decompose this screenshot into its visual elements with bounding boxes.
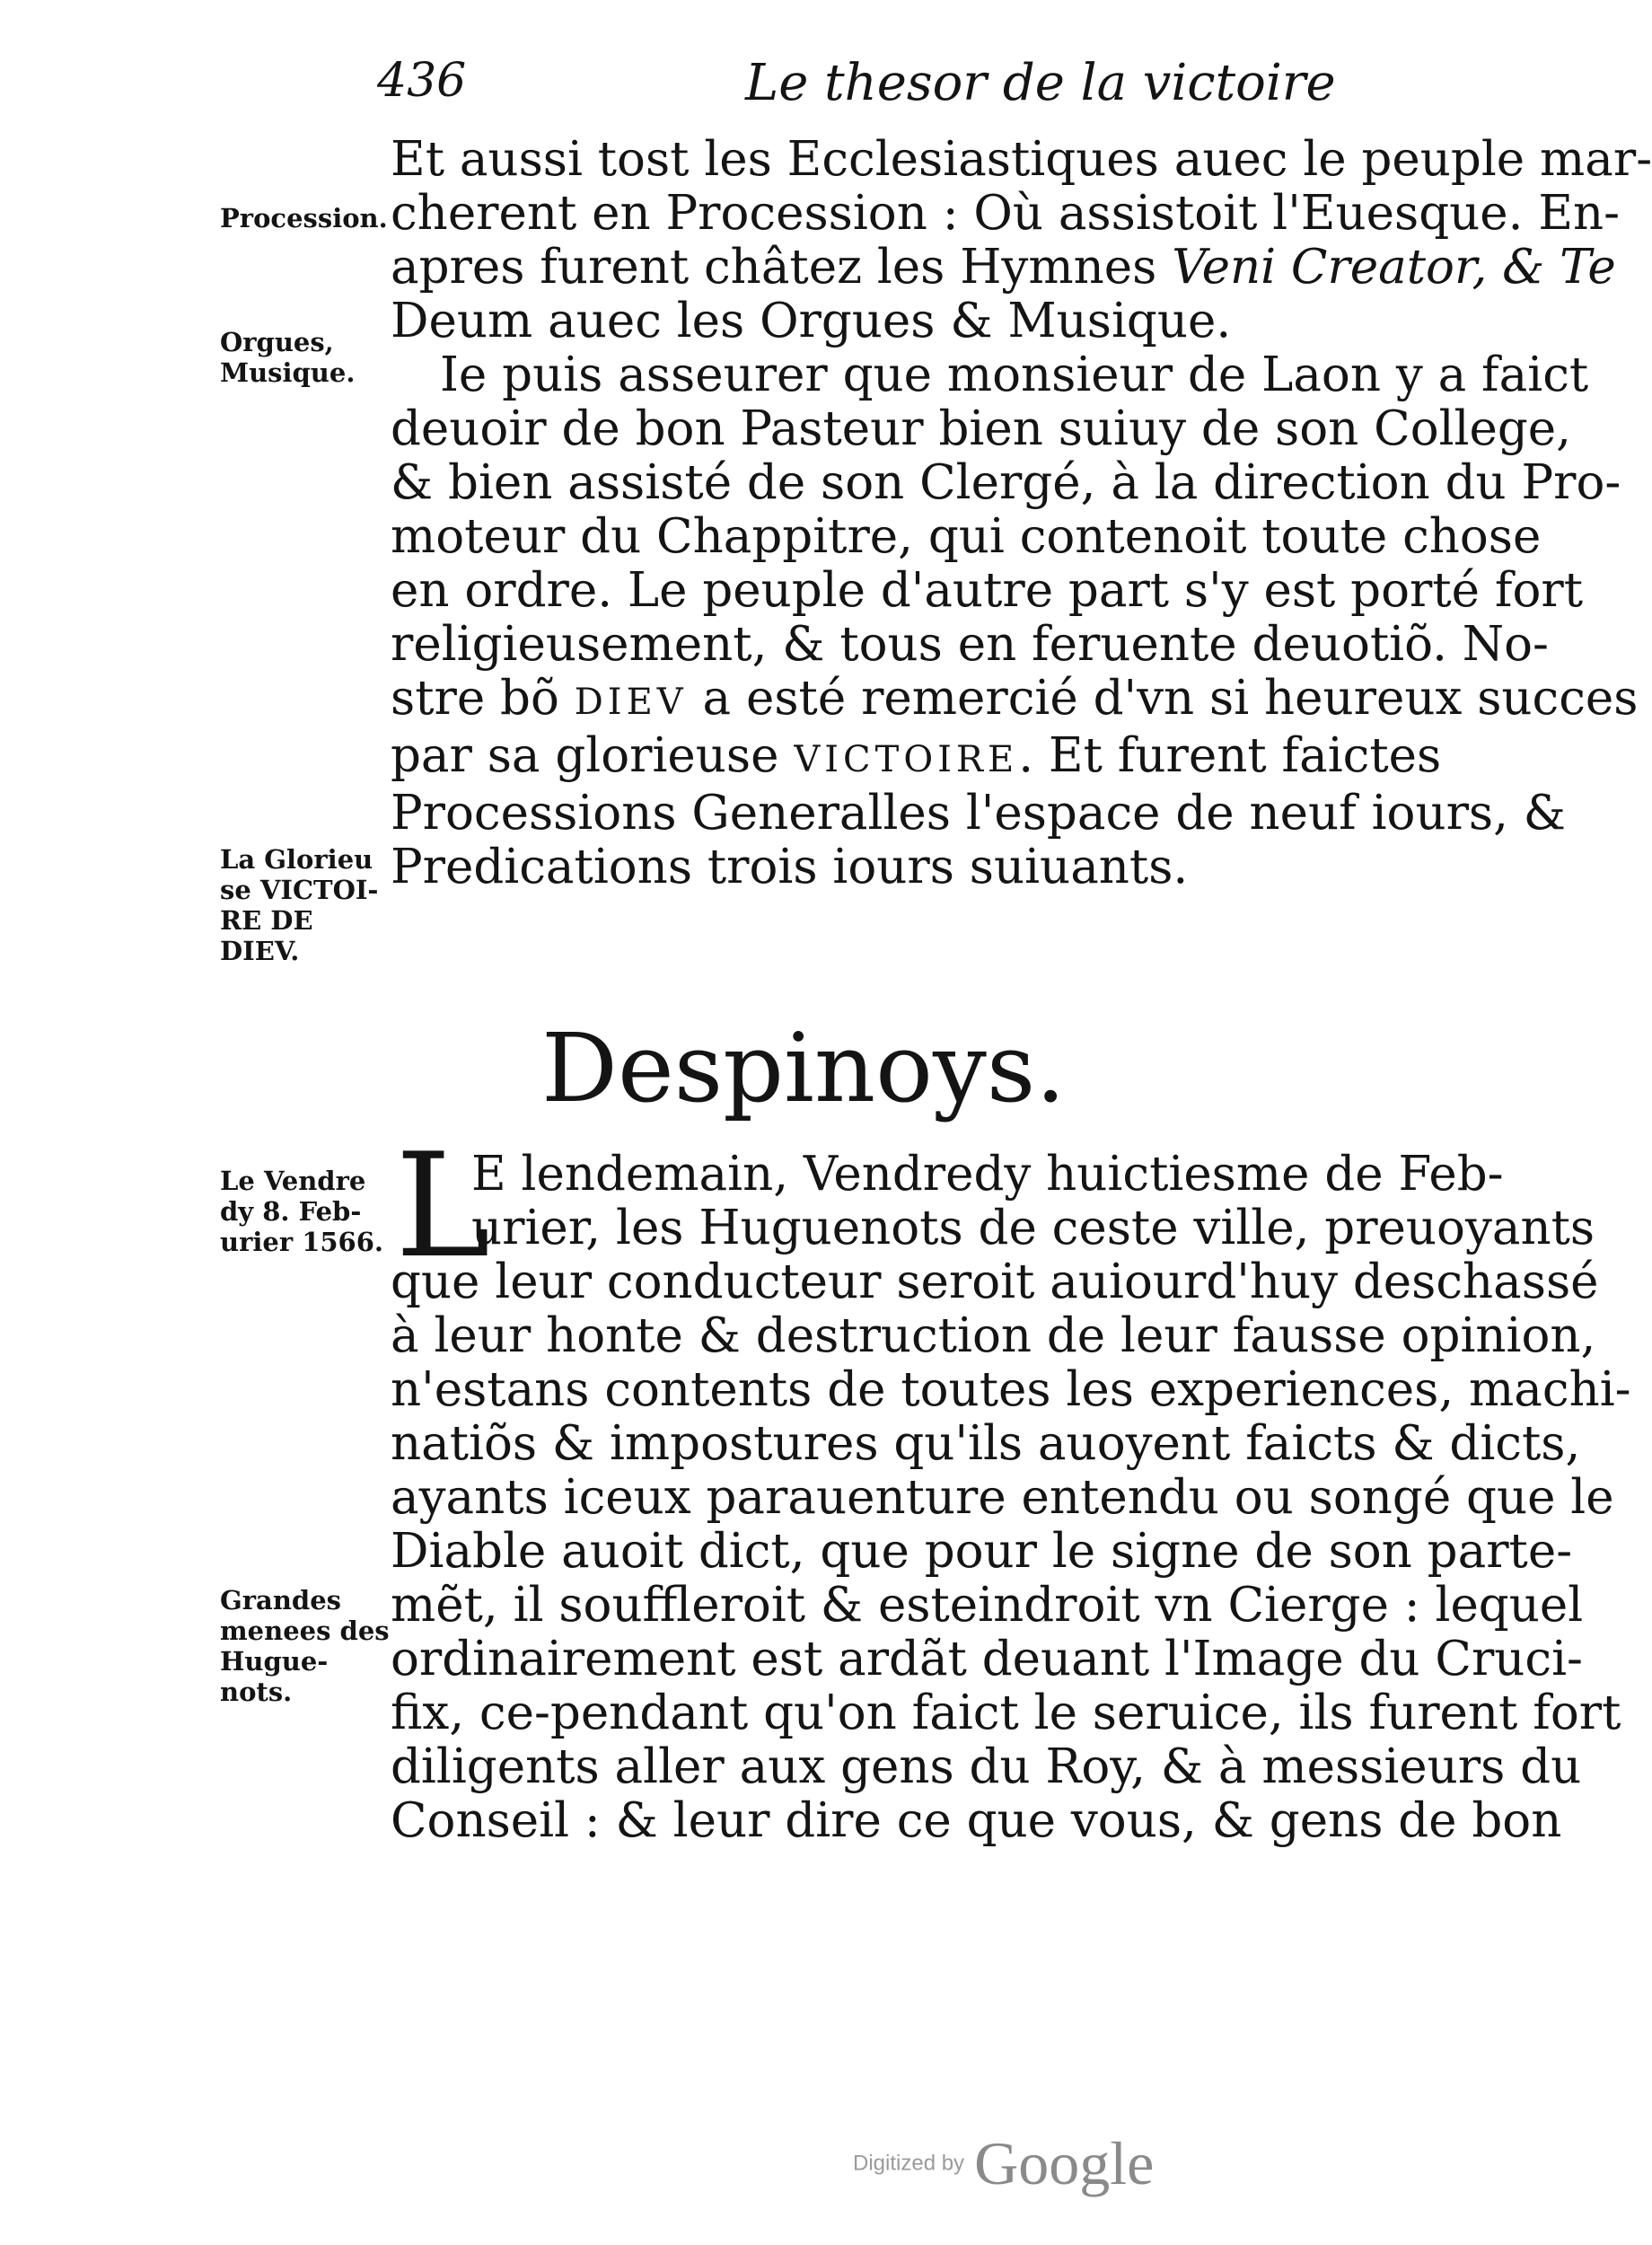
margin-note-line: Musique.	[220, 357, 356, 388]
margin-note-line: dy 8. Feb-	[220, 1196, 362, 1227]
google-logo: Google	[974, 2129, 1155, 2197]
text-line: Et aussi tost les Ecclesiastiques auec le peuple mar-	[391, 132, 1652, 187]
top-text-block	[391, 132, 1652, 894]
text-line: Deum auec les Orgues & Musique.	[391, 294, 1232, 348]
text-line: Ie puis asseurer que monsieur de Laon y a faict	[440, 348, 1589, 402]
section-text-block	[391, 1147, 1631, 1848]
margin-note-line: Procession.	[220, 203, 388, 233]
text-segment: stre bõ	[391, 671, 575, 726]
page-number: 436	[377, 54, 467, 108]
small-caps-victoire: VICTOIRE	[794, 739, 1019, 780]
margin-note-vendredi-date	[220, 1166, 382, 1257]
margin-note-line: menees des	[220, 1616, 390, 1646]
margin-note-line: DIEV.	[220, 936, 300, 966]
text-segment: . Et furent faictes	[1018, 728, 1442, 783]
text-segment: apres furent châtez les Hymnes	[391, 240, 1173, 295]
margin-note-line: se VICTOI-	[220, 875, 379, 905]
hymn-titles: Veni Creator, & Te	[1172, 240, 1616, 295]
text-line: ayants iceux parauenture entendu ou songé que le	[391, 1470, 1614, 1525]
margin-note-line: Orgues,	[220, 327, 334, 357]
text-segment: par sa glorieuse	[391, 728, 795, 783]
text-line: deuoir de bon Pasteur bien suiuy de son College,	[391, 401, 1572, 456]
margin-note-menees-huguenots	[220, 1585, 390, 1707]
text-line: fix, ce-pendant qu'on faict le seruice, ils furent fort	[391, 1686, 1621, 1740]
section-heading: Despinoys.	[541, 1013, 1066, 1123]
text-line: diligents aller aux gens du Roy, & à messieurs du	[391, 1739, 1582, 1794]
small-caps-dieu: DIEV	[574, 682, 688, 723]
text-line	[391, 671, 1639, 729]
digitized-label: Digitized by	[853, 2151, 965, 2176]
text-line: ordinairement est ardãt deuant l'Image du Cruci-	[391, 1632, 1583, 1686]
running-title: Le thesor de la victoire	[745, 54, 1336, 112]
text-line	[391, 729, 1490, 787]
margin-note-line: nots.	[220, 1677, 293, 1707]
margin-note-orgues-musique	[220, 327, 382, 388]
page-header	[377, 54, 1336, 126]
text-line: en ordre. Le peuple d'autre part s'y est porté fort	[391, 563, 1584, 618]
text-line: natiõs & impostures qu'ils auoyent faicts & dicts,	[391, 1416, 1581, 1471]
text-line: Conseil : & leur dire ce que vous, & gens de bon	[391, 1793, 1562, 1848]
margin-note-line: Grandes	[220, 1585, 341, 1616]
text-line: cherent en Procession : Où assistoit l'Euesque. En-	[391, 186, 1621, 241]
text-segment: a esté remercié d'vn si heureux succes	[687, 671, 1639, 726]
text-line: Processions Generalles l'espace de neuf iours, &	[391, 786, 1566, 841]
text-line: que leur conducteur seroit auiourd'huy deschassé	[391, 1255, 1599, 1309]
text-line: religieusement, & tous en feruente deuotiõ. No-	[391, 617, 1549, 672]
margin-note-glorieuse-victoire	[220, 844, 382, 966]
text-line: n'estans contents de toutes les experiences, machi-	[391, 1362, 1631, 1417]
text-line: & bien assisté de son Clergé, à la direction du Pro-	[391, 455, 1621, 510]
text-line: Predications trois iours suiuants.	[391, 840, 1189, 894]
margin-note-line: La Glorieu	[220, 844, 373, 875]
margin-note-line: RE DE	[220, 905, 313, 936]
text-line: à leur honte & destruction de leur fausse opinion,	[391, 1308, 1596, 1363]
drop-cap: L	[395, 1122, 491, 1290]
margin-note-line: Le Vendre	[220, 1166, 366, 1196]
margin-note-line: urier 1566.	[220, 1227, 384, 1257]
text-line: urier, les Huguenots de ceste ville, preuoyants	[471, 1201, 1595, 1255]
margin-note-procession	[220, 203, 388, 233]
text-line: E lendemain, Vendredy huictiesme de Feb-	[471, 1147, 1504, 1202]
text-line: Diable auoit dict, que pour le signe de son parte-	[391, 1524, 1573, 1579]
text-line: mẽt, il souffleroit & esteindroit vn Cierge : lequel	[391, 1578, 1584, 1633]
margin-note-line: Hugue-	[220, 1646, 329, 1677]
text-line: moteur du Chappitre, qui contenoit toute chose	[391, 509, 1542, 564]
text-line	[391, 240, 1616, 295]
digitized-stamp	[853, 2128, 1154, 2199]
